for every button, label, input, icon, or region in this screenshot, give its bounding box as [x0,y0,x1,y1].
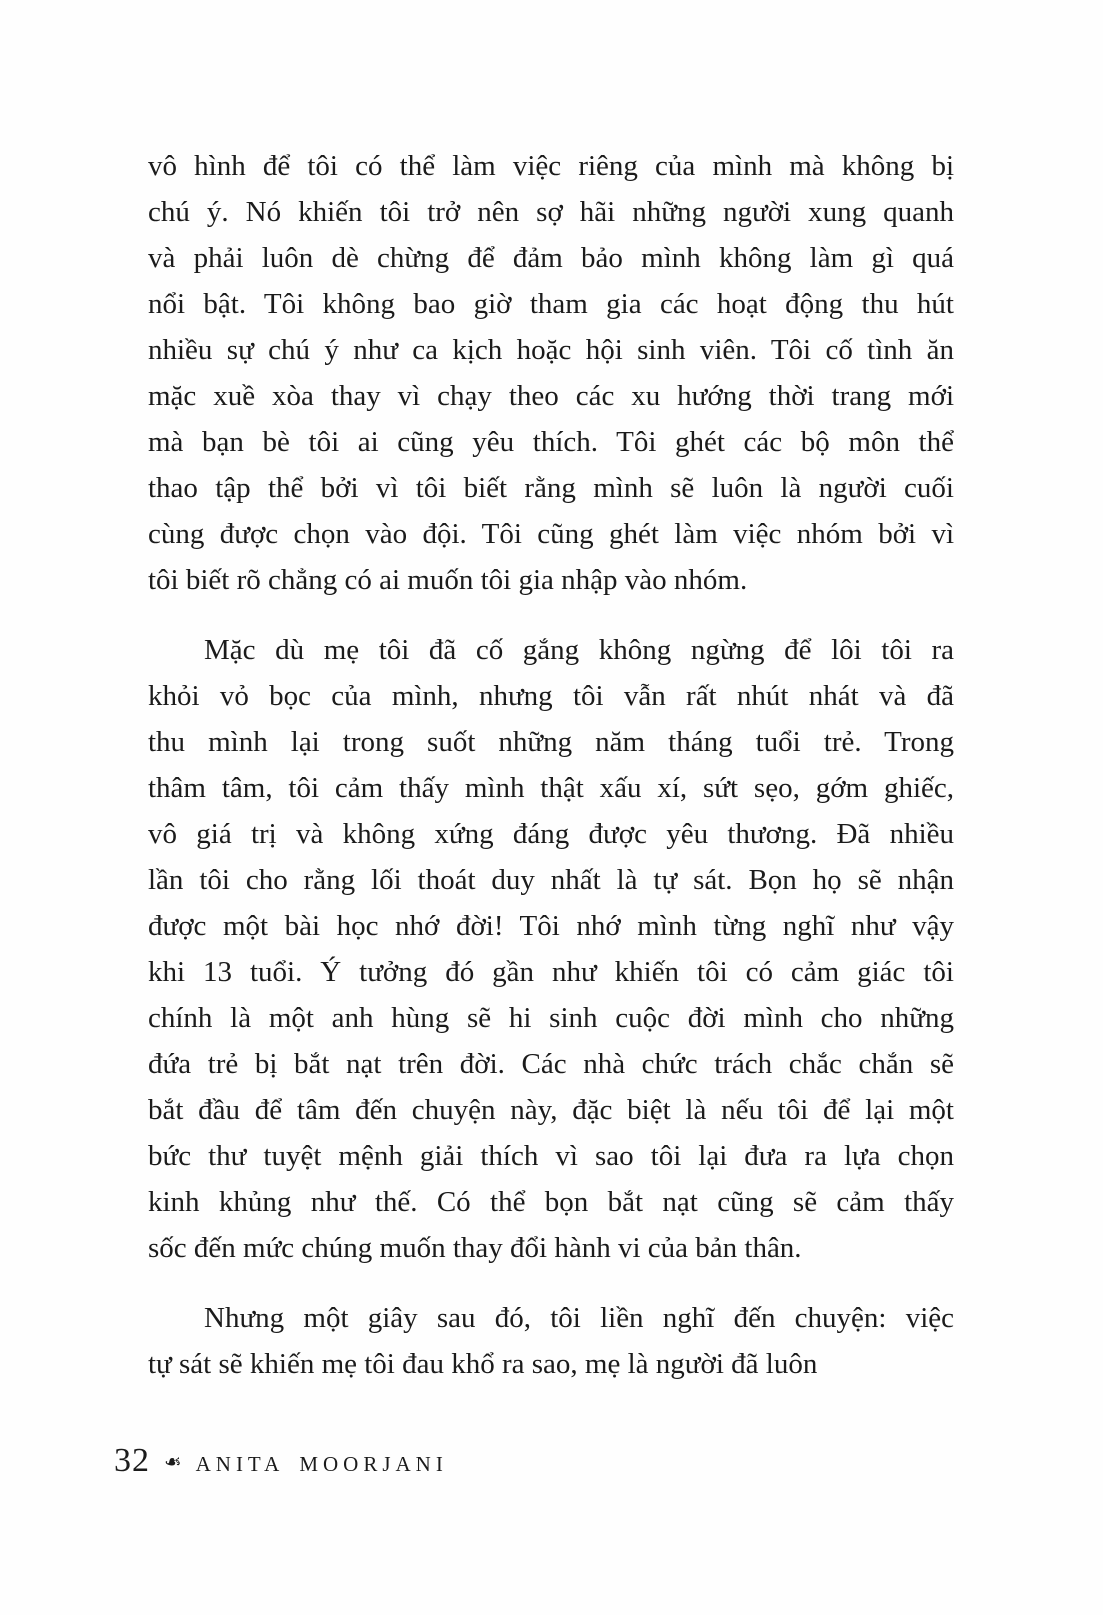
text-line: chính là một anh hùng sẽ hi sinh cuộc đời mình cho những [148,1002,954,1034]
text-line: nhiều sự chú ý như ca kịch hoặc hội sinh viên. Tôi cố tình ăn [148,334,954,366]
text-line: khi 13 tuổi. Ý tưởng đó gần như khiến tôi có cảm giác tôi [148,956,954,988]
text-line: tôi biết rõ chẳng có ai muốn tôi gia nhập vào nhóm. [148,564,748,596]
page-number: 32 [114,1442,150,1479]
paragraph [148,627,954,1271]
text-line: Mặc dù mẹ tôi đã cố gắng không ngừng để lôi tôi ra [204,634,954,666]
page-footer [114,1442,448,1480]
text-block [148,143,954,1387]
paragraph [148,143,954,603]
text-line: mặc xuề xòa thay vì chạy theo các xu hướng thời trang mới [148,380,954,412]
text-line: sốc đến mức chúng muốn thay đổi hành vi của bản thân. [148,1232,802,1264]
text-line: vô giá trị và không xứng đáng được yêu thương. Đã nhiều [148,818,954,850]
text-line: bức thư tuyệt mệnh giải thích vì sao tôi lại đưa ra lựa chọn [148,1140,954,1172]
running-header-book-title: ANITA MOORJANI [195,1452,448,1476]
text-line: thao tập thể bởi vì tôi biết rằng mình sẽ luôn là người cuối [148,472,954,504]
text-line: tự sát sẽ khiến mẹ tôi đau khổ ra sao, mẹ là người đã luôn [148,1348,818,1380]
text-line: được một bài học nhớ đời! Tôi nhớ mình từng nghĩ như vậy [148,910,954,942]
text-line: đứa trẻ bị bắt nạt trên đời. Các nhà chức trách chắc chắn sẽ [148,1048,954,1080]
text-line: bắt đầu để tâm đến chuyện này, đặc biệt là nếu tôi để lại một [148,1094,954,1126]
floral-ornament-icon: ❧ [164,1450,182,1474]
text-line: cùng được chọn vào đội. Tôi cũng ghét làm việc nhóm bởi vì [148,518,954,550]
text-line: vô hình để tôi có thể làm việc riêng của mình mà không bị [148,150,954,182]
text-line: nổi bật. Tôi không bao giờ tham gia các hoạt động thu hút [148,288,954,320]
text-line: và phải luôn dè chừng để đảm bảo mình không làm gì quá [148,242,954,274]
text-line: lần tôi cho rằng lối thoát duy nhất là tự sát. Bọn họ sẽ nhận [148,864,954,896]
paragraph [148,1295,954,1387]
text-line: khỏi vỏ bọc của mình, nhưng tôi vẫn rất nhút nhát và đã [148,680,954,712]
text-line: chú ý. Nó khiến tôi trở nên sợ hãi những người xung quanh [148,196,954,228]
text-line: Nhưng một giây sau đó, tôi liền nghĩ đến chuyện: việc [204,1302,954,1334]
text-line: thu mình lại trong suốt những năm tháng tuổi trẻ. Trong [148,726,954,758]
text-line: thâm tâm, tôi cảm thấy mình thật xấu xí, sứt sẹo, gớm ghiếc, [148,772,954,804]
text-line: mà bạn bè tôi ai cũng yêu thích. Tôi ghét các bộ môn thể [148,426,954,458]
text-line: kinh khủng như thế. Có thể bọn bắt nạt cũng sẽ cảm thấy [148,1186,954,1218]
